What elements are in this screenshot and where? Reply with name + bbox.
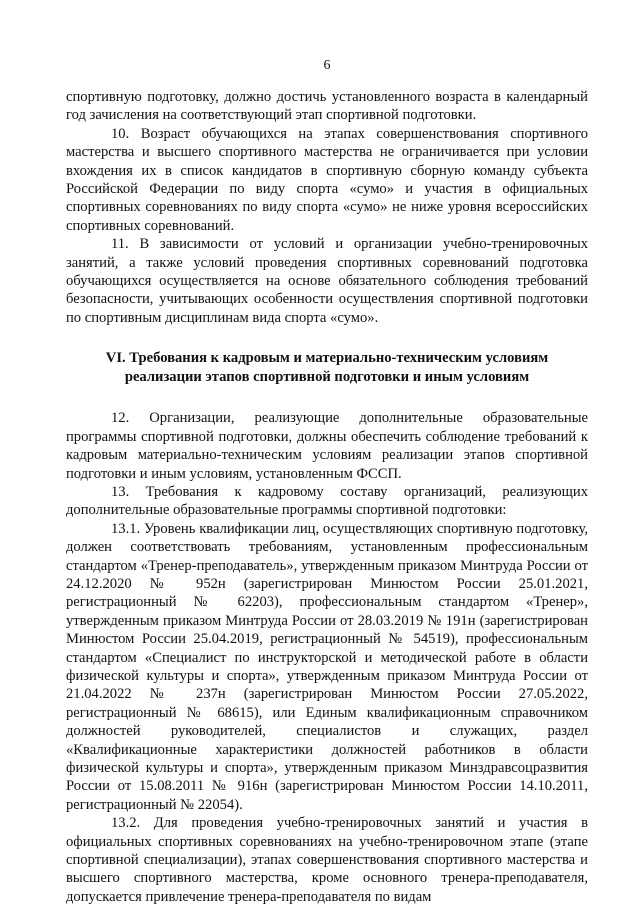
paragraph-13: 13. Требования к кадровому составу организаций, реализующих дополнительные образовательные программы спортивной подготовки: <box>66 483 588 519</box>
page-number: 6 <box>323 58 331 73</box>
paragraph-12: 12. Организации, реализующие дополнительные образовательные программы спортивной подготовки, должны обеспечить соблюдение требований к кадровым материально-техническим условиям реализации этапов спортивной подготовки и иным условиям, установленным ФССП. <box>66 410 588 482</box>
section-heading <box>66 349 588 387</box>
paragraph-13-2: 13.2. Для проведения учебно-тренировочных занятий и участия в официальных спортивных соревнованиях на учебно-тренировочном этапе (этапе спортивной специализации), этапах совершенствования спортивного мастерства и высшего спортивного мастерства, кроме основного тренера-преподавателя, допускается привлечение тренера-преподавателя по видам <box>66 815 588 905</box>
section-heading-line-2: реализации этапов спортивной подготовки и иным условиям <box>124 369 530 386</box>
paragraph-11: 11. В зависимости от условий и организации учебно-тренировочных занятий, а также условий проведения спортивных соревнований подготовка обучающихся осуществляется на основе обязательного соблюдения требований безопасности, учитывающих особенности осуществления спортивной подготовки по спортивным дисциплинам вида спорта «сумо». <box>66 236 588 326</box>
paragraph-10: 10. Возраст обучающихся на этапах совершенствования спортивного мастерства и высшего спортивного мастерства не ограничивается при условии вхождения их в список кандидатов в спортивную сборную команду субъекта Российской Федерации по виду спорта «сумо» и участия в официальных спортивных соревнованиях по виду спорта «сумо» не ниже уровня всероссийских спортивных соревнований. <box>66 125 588 234</box>
section-heading-line-1: VI. Требования к кадровым и материально-техническим условиям <box>105 350 549 367</box>
paragraph-continuation: спортивную подготовку, должно достичь установленного возраста в календарный год зачисления на соответствующий этап спортивной подготовки. <box>66 89 588 124</box>
paragraph-13-1: 13.1. Уровень квалификации лиц, осуществляющих спортивную подготовку, должен соответствовать требованиям, установленным профессиональным стандартом «Тренер-преподаватель», утвержденным приказом Минтруда России от 24.12.2020 № 952н (зарегистрирован Минюстом России 25.01.2021, регистрационный № 62203), профессиональным стандартом «Тренер», утвержденным приказом Минтруда России от 28.03.2019 № 191н (зарегистрирован Минюстом России 25.04.2019, регистрационный № 54519), профессиональным стандартом «Специалист по инструкторской и методической работе в области физической культуры и спорта», утвержденным приказом Минтруда России от 21.04.2022 № 237н (зарегистрирован Минюстом России 27.05.2022, регистрационный № 68615), или Единым квалификационным справочником должностей руководителей, специалистов и служащих, раздел «Квалификационные характеристики должностей работников в области физической культуры и спорта», утвержденным приказом Минздравсоцразвития России от 15.08.2011 № 916н (зарегистрирован Минюстом России 14.10.2011, регистрационный № 22054). <box>66 520 588 813</box>
